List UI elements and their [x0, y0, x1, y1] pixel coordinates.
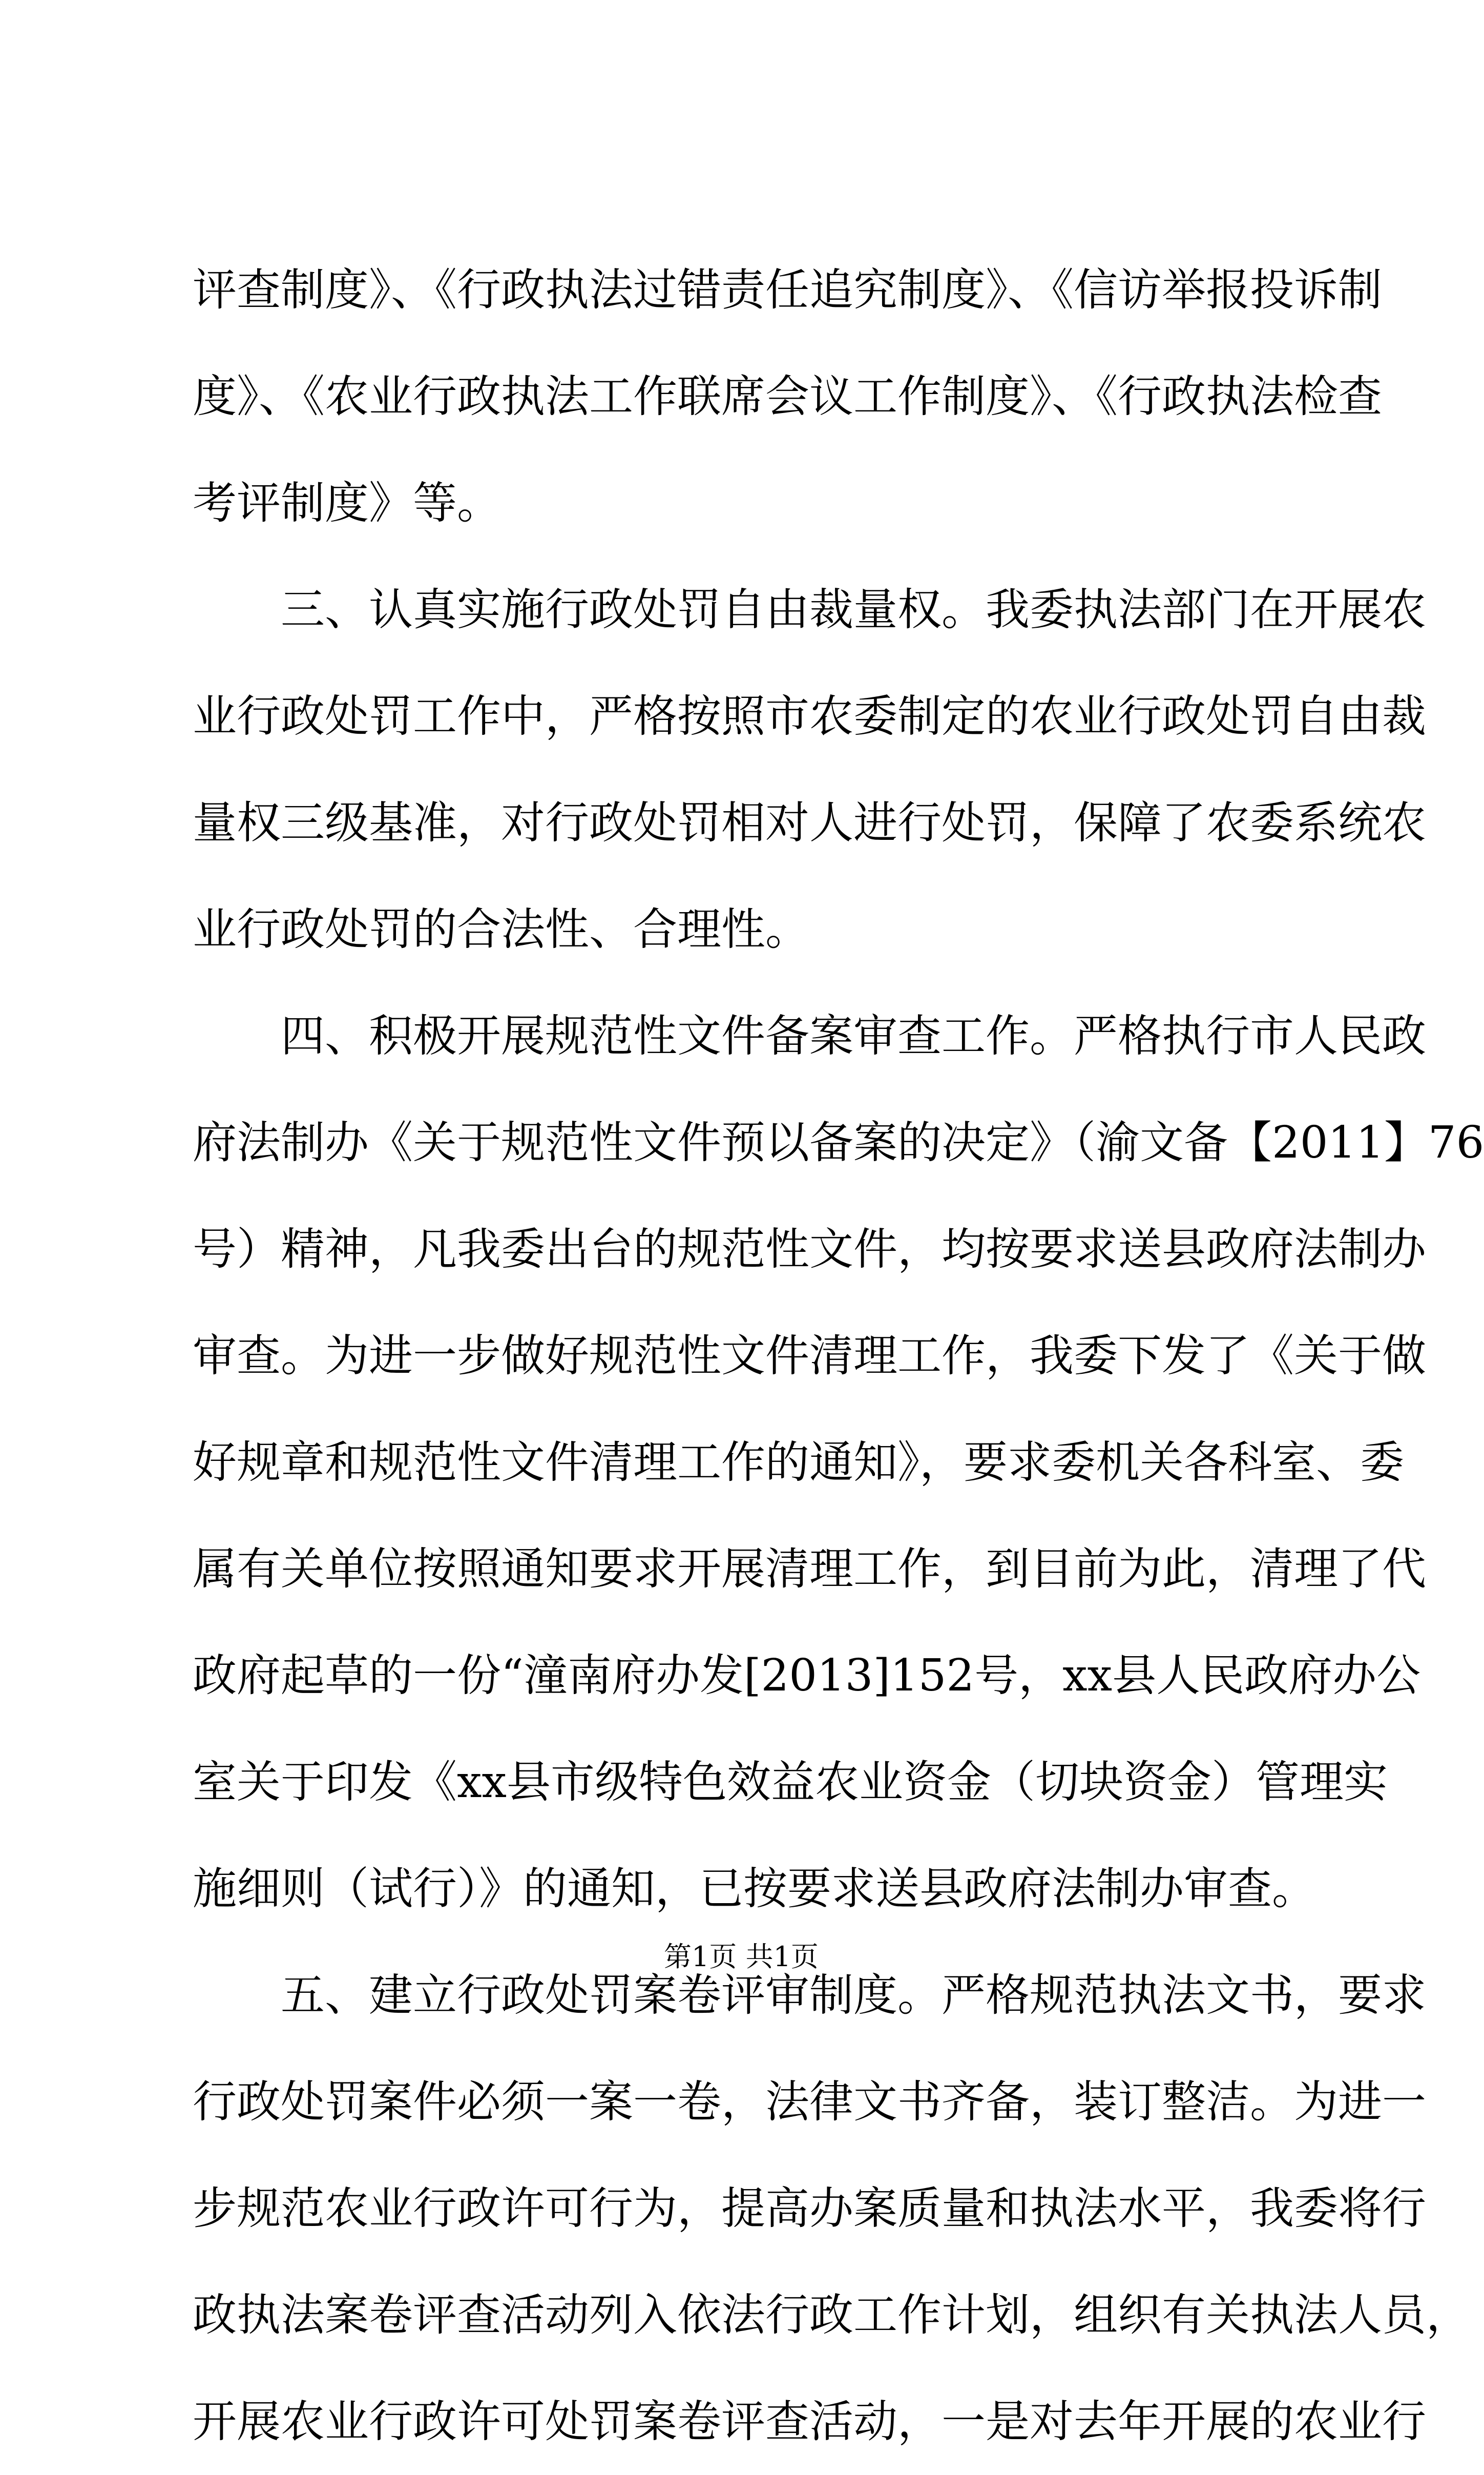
text-line: 属有关单位按照通知要求开展清理工作，到目前为此，清理了代 [193, 1543, 1426, 1595]
text-line: 号）精神，凡我委出台的规范性文件，均按要求送县政府法制办 [193, 1224, 1426, 1275]
text-line: 审查。为进一步做好规范性文件清理工作，我委下发了《关于做 [193, 1330, 1426, 1381]
paragraph-3-start: 三、认真实施行政处罚自由裁量权。我委执法部门在开展农 [281, 584, 1426, 635]
text-line: 量权三级基准，对行政处罚相对人进行处罚，保障了农委系统农 [193, 797, 1426, 849]
text-line: 室关于印发《xx县市级特色效益农业资金（切块资金）管理实 [193, 1757, 1388, 1808]
text-line: 开展农业行政许可处罚案卷评查活动，一是对去年开展的农业行 [193, 2396, 1426, 2447]
paragraph-5-start: 五、建立行政处罚案卷评审制度。严格规范执法文书，要求 [281, 1970, 1426, 2021]
text-line: 步规范农业行政许可行为，提高办案质量和执法水平，我委将行 [193, 2183, 1426, 2234]
text-line: 施细则（试行）》的通知，已按要求送县政府法制办审查。 [193, 1863, 1316, 1914]
text-line: 府法制办《关于规范性文件预以备案的决定》（渝文备【2011】76 [193, 1117, 1484, 1168]
paragraph-4-start: 四、积极开展规范性文件备案审查工作。严格执行市人民政 [281, 1010, 1426, 1062]
document-body [193, 237, 1484, 2475]
text-line: 业行政处罚的合法性、合理性。 [193, 904, 809, 955]
text-line: 度》、《农业行政执法工作联席会议工作制度》、《行政执法检查 [193, 371, 1382, 422]
text-line: 好规章和规范性文件清理工作的通知》，要求委机关各科室、委 [193, 1437, 1404, 1488]
text-line: 政执法案卷评查活动列入依法行政工作计划，组织有关执法人员， [193, 2290, 1470, 2341]
text-line: 考评制度》等。 [193, 478, 501, 529]
text-line: 业行政处罚工作中，严格按照市农委制定的农业行政处罚自由裁 [193, 691, 1426, 742]
text-line: 政府起草的一份“潼南府办发[2013]152号，xx县人民政府办公 [193, 1650, 1421, 1701]
page-footer [0, 1939, 1482, 1975]
page-number: 第1页 共1页 [664, 1941, 819, 1973]
text-line: 行政处罚案件必须一案一卷，法律文书齐备，装订整洁。为进一 [193, 2076, 1426, 2128]
text-line: 评查制度》、《行政执法过错责任追究制度》、《信访举报投诉制 [193, 264, 1382, 316]
